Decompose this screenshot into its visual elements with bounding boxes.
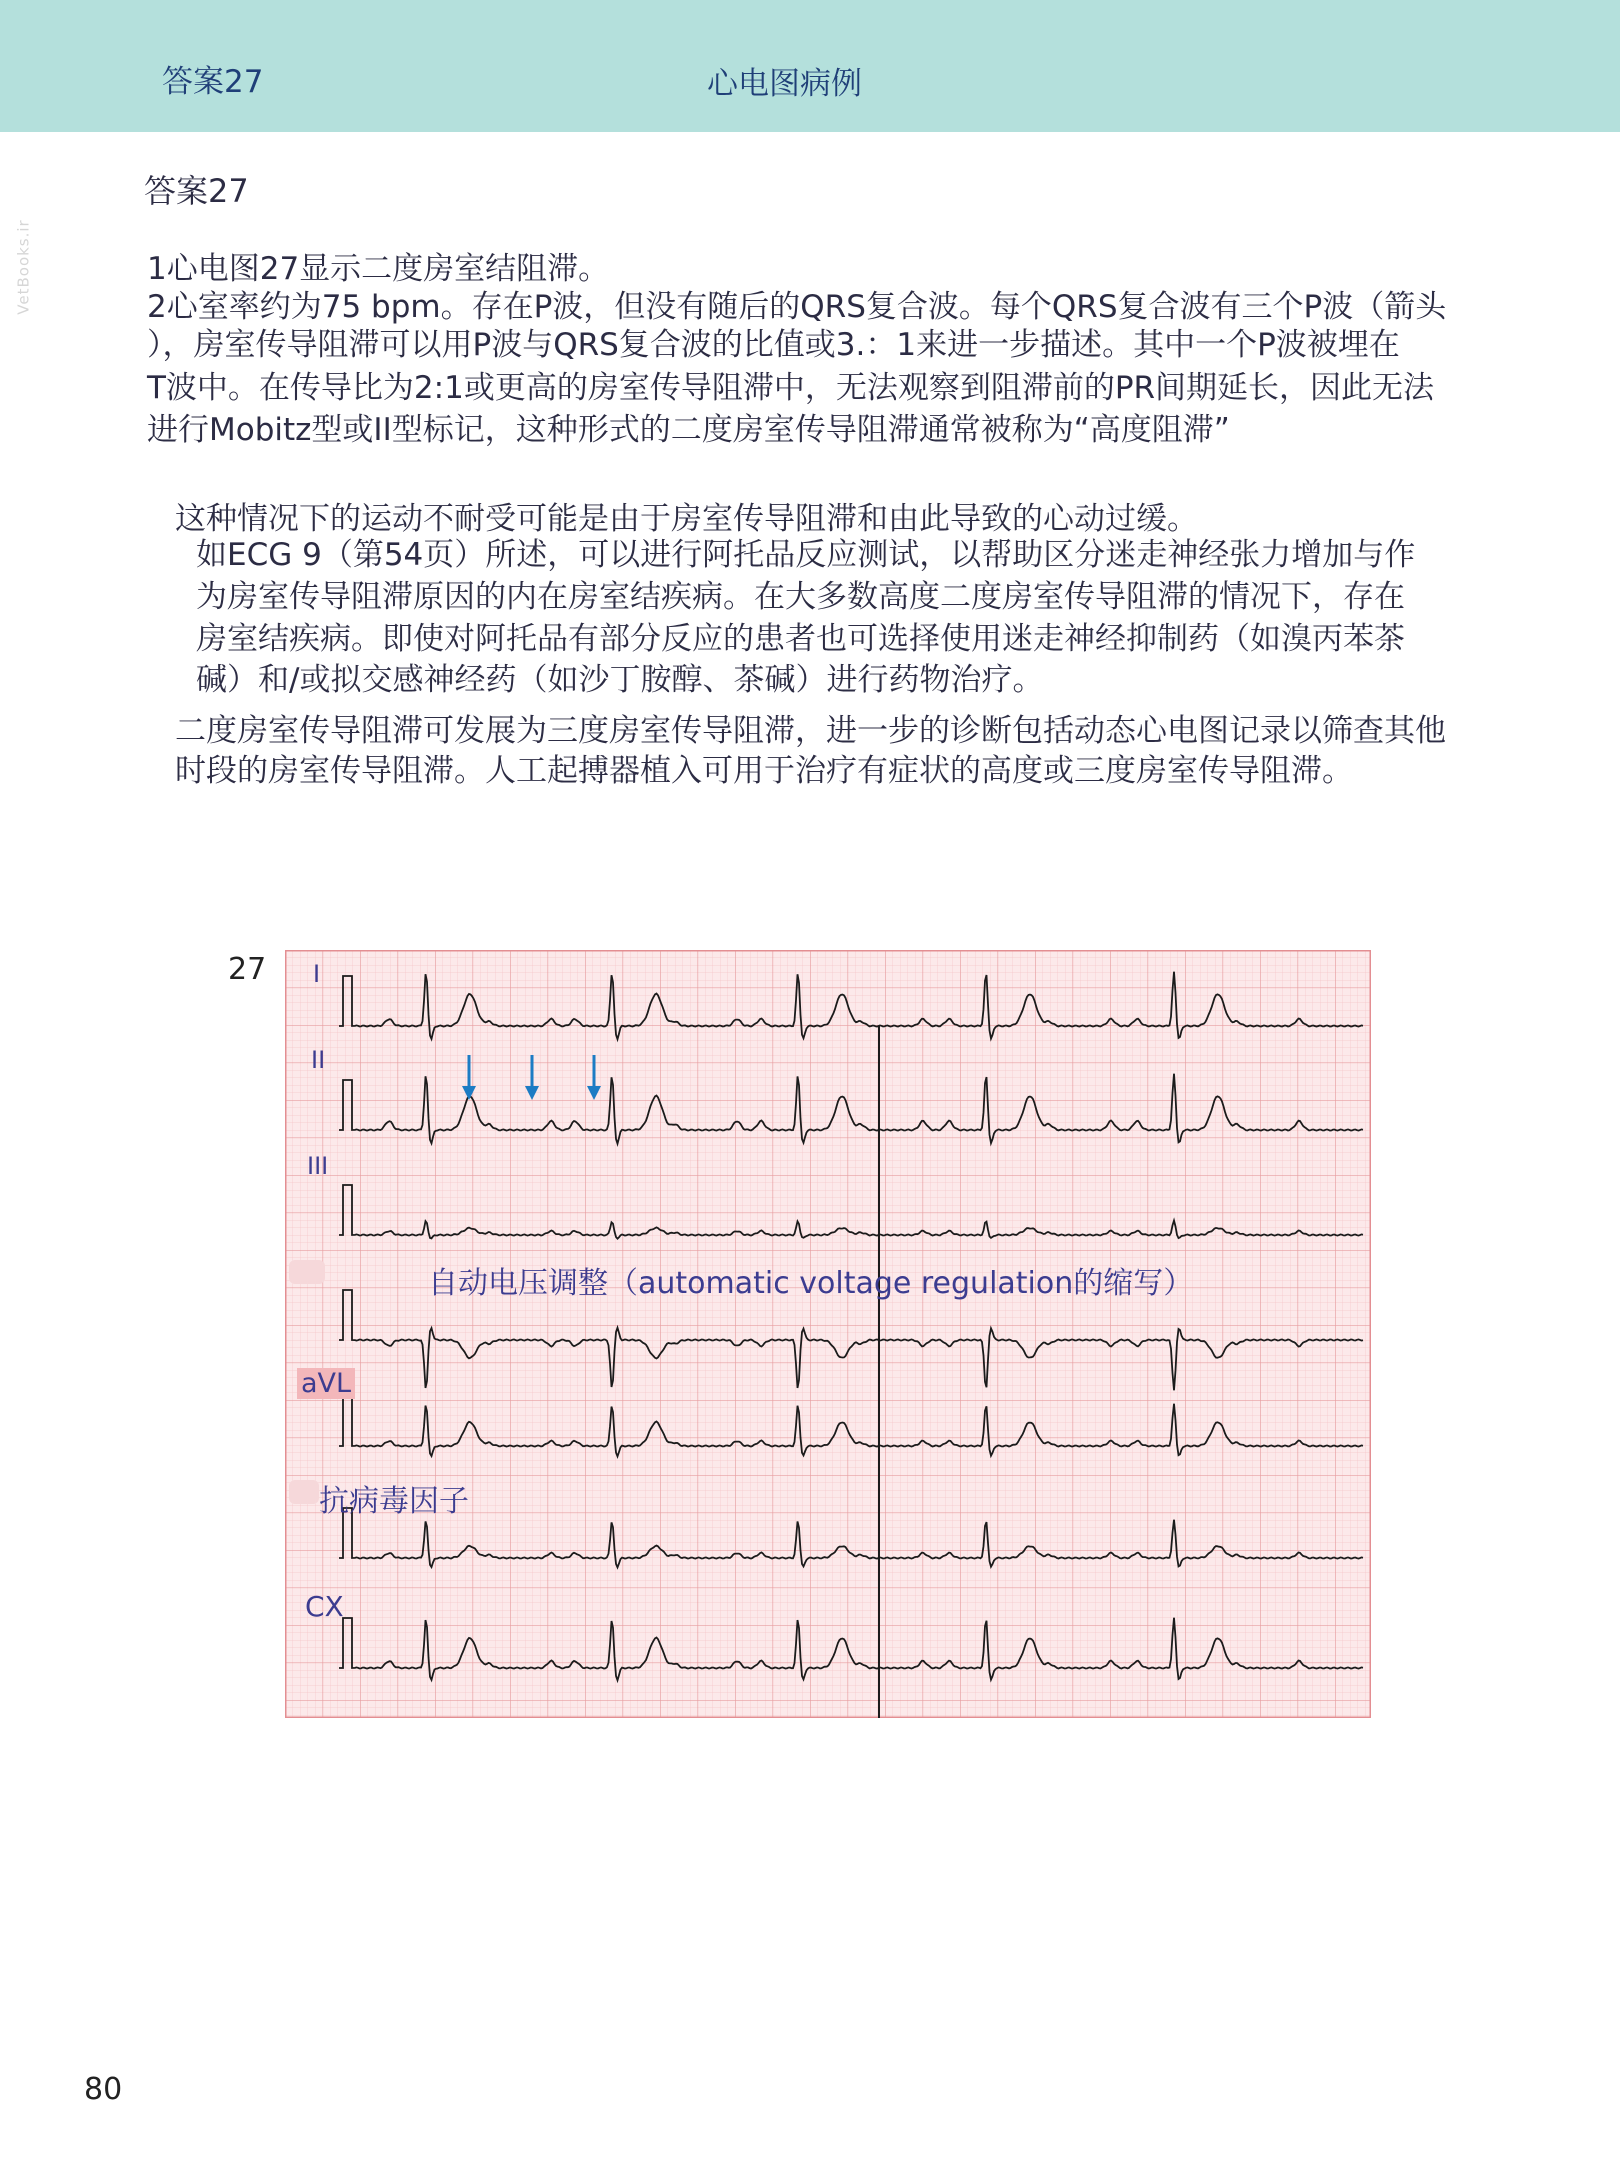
ecg-figure (285, 950, 1371, 1718)
erased-label-patch (289, 1480, 319, 1504)
header-book-title: 心电图病例 (707, 66, 862, 102)
page-header (0, 0, 1620, 132)
overlay-avr-translation: 自动电压调整（automatic voltage regulation的缩写） (428, 1266, 1194, 1301)
lead-label-ii: II (311, 1046, 326, 1074)
watermark: VetBooks.ir (14, 219, 33, 315)
ecg-grid (285, 950, 1371, 1718)
lead-label-avl: aVL (297, 1368, 355, 1399)
erased-label-patch (289, 1260, 325, 1284)
answer-line-4: T波中。在传导比为2:1或更高的房室传导阻滞中，无法观察到阻滞前的PR间期延长，因此无法 (147, 370, 1435, 406)
answer-line-2: 2心室率约为75 bpm。存在P波，但没有随后的QRS复合波。每个QRS复合波有三个P波（箭头 (147, 289, 1447, 325)
paragraph-3-line-1: 这种情况下的运动不耐受可能是由于房室传导阻滞和由此导致的心动过缓。 (175, 501, 1198, 537)
paragraph-4-line-2: 时段的房室传导阻滞。人工起搏器植入可用于治疗有症状的高度或三度房室传导阻滞。 (175, 753, 1353, 789)
page-number: 80 (84, 2072, 123, 2107)
answer-line-3: ），房室传导阻滞可以用P波与QRS复合波的比值或3.：1来进一步描述。其中一个P波被埋在 (147, 327, 1400, 363)
lead-label-cx: CX (305, 1590, 344, 1623)
header-answer-label: 答案27 (162, 64, 264, 100)
section-title: 答案27 (144, 172, 249, 210)
ecg-chart (285, 950, 1371, 1718)
lead-label-i: I (313, 960, 321, 988)
paragraph-4-line-1: 二度房室传导阻滞可发展为三度房室传导阻滞，进一步的诊断包括动态心电图记录以筛查其他 (175, 713, 1446, 749)
paragraph-3-line-5: 碱）和/或拟交感神经药（如沙丁胺醇、茶碱）进行药物治疗。 (196, 662, 1044, 698)
answer-line-1: 1心电图27显示二度房室结阻滞。 (147, 251, 610, 287)
paragraph-3-line-3: 为房室传导阻滞原因的内在房室结疾病。在大多数高度二度房室传导阻滞的情况下，存在 (196, 579, 1405, 615)
paragraph-3-line-4: 房室结疾病。即使对阿托品有部分反应的患者也可选择使用迷走神经抑制药（如溴丙苯茶 (196, 621, 1405, 657)
overlay-avf-translation: 抗病毒因子 (319, 1484, 469, 1519)
lead-label-iii: III (307, 1152, 329, 1180)
figure-number: 27 (228, 952, 267, 987)
paragraph-3-line-2: 如ECG 9（第54页）所述，可以进行阿托品反应测试，以帮助区分迷走神经张力增加与作 (196, 537, 1416, 573)
answer-line-5: 进行Mobitz型或II型标记，这种形式的二度房室传导阻滞通常被称为“高度阻滞” (147, 412, 1230, 448)
